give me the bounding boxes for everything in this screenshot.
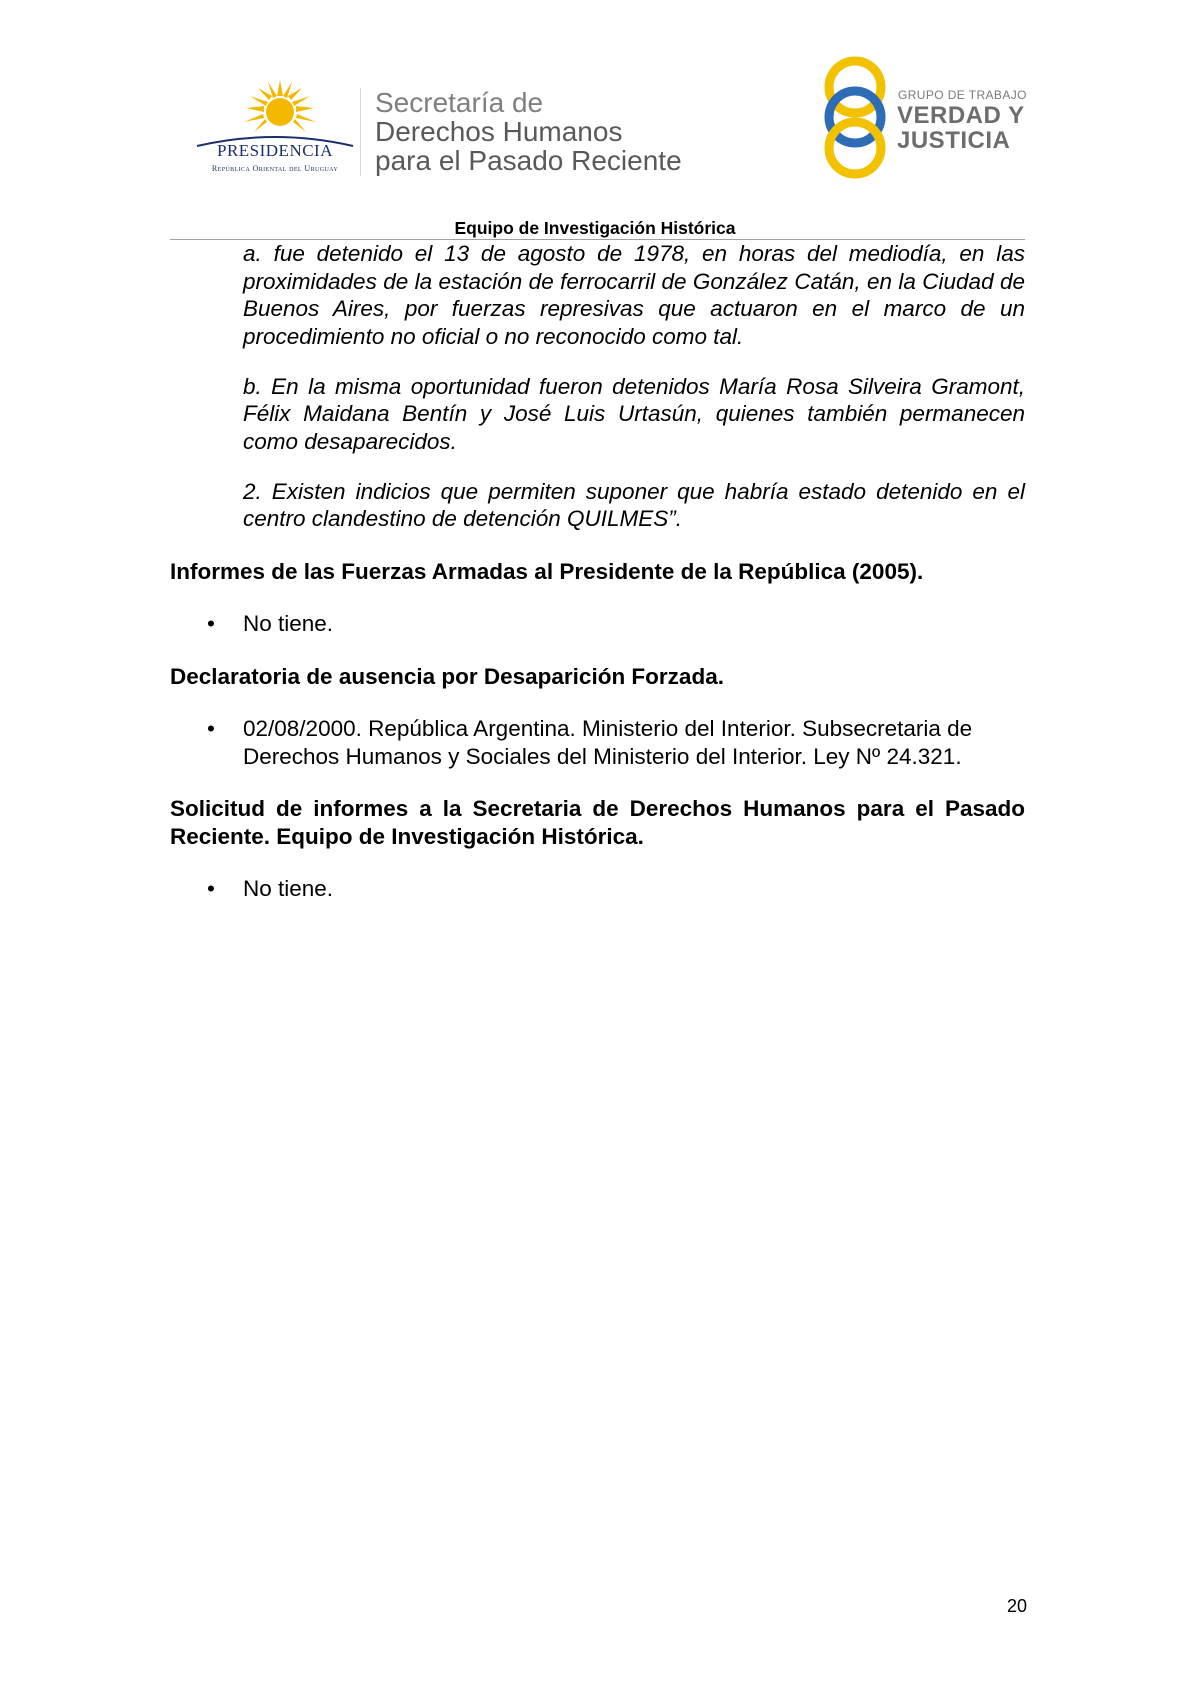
bullet-icon: •: [207, 876, 215, 901]
list-item: [207, 715, 1025, 770]
gtvj-small-text: GRUPO DE TRABAJO: [898, 88, 1027, 102]
gtvj-title: [897, 103, 1025, 153]
bullet-icon: •: [207, 611, 215, 636]
list-item-text: No tiene.: [243, 611, 334, 636]
secretaria-logo-text: [375, 88, 682, 175]
secretaria-line-1: Secretaría de: [375, 87, 544, 118]
section-heading: Declaratoria de ausencia por Desaparición Forzada.: [170, 663, 724, 689]
section-heading: Informes de las Fuerzas Armadas al Presidente de la República (2005).: [170, 558, 924, 584]
secretaria-line-3: para el Pasado Reciente: [375, 145, 682, 176]
quote-paragraph: a. fue detenido el 13 de agosto de 1978, en horas del mediodía, en las proximidades de la estación de ferrocarril de González Catán, en la Ciudad de Buenos Aires, por fuerzas represivas que actuaron en el marco de un procedimiento no oficial o no reconocido como tal.: [243, 241, 1025, 349]
document-body: [170, 240, 1025, 903]
secretaria-line-2: Derechos Humanos: [375, 116, 623, 147]
presidencia-name: PRESIDENCIA: [216, 141, 333, 160]
gtvj-line-1: VERDAD Y: [897, 102, 1025, 129]
logo-divider: [360, 88, 361, 176]
bullet-icon: •: [207, 716, 215, 741]
team-title: Equipo de Investigación Histórica: [454, 218, 736, 238]
page-number: 20: [1006, 1596, 1027, 1616]
list-item-text: 02/08/2000. República Argentina. Ministerio del Interior. Subsecretaria de Derechos Humanos y Sociales del Ministerio del Interior. Ley Nº 24.321.: [243, 716, 973, 769]
linked-rings-icon: [820, 55, 890, 180]
page-header: [0, 0, 1190, 250]
gtvj-line-2: JUSTICIA: [897, 127, 1011, 154]
verdad-justicia-logo: [820, 55, 1030, 180]
list-item: [207, 610, 1025, 638]
quote-paragraph: 2. Existen indicios que permiten suponer que habría estado detenido en el centro clandestino de detención QUILMES”.: [243, 478, 1025, 531]
presidencia-subtitle: República Oriental del Uruguay: [211, 164, 339, 173]
quote-paragraph: b. En la misma oportunidad fueron detenidos María Rosa Silveira Gramont, Félix Maidana Bentín y José Luis Urtasún, quienes también permanecen como desaparecidos.: [243, 373, 1025, 454]
list-item-text: No tiene.: [243, 876, 334, 901]
presidencia-logo: [195, 78, 355, 178]
section-heading: Solicitud de informes a la Secretaria de Derechos Humanos para el Pasado Reciente. Equipo de Investigación Histórica.: [170, 796, 1025, 849]
list-item: [207, 875, 1025, 903]
